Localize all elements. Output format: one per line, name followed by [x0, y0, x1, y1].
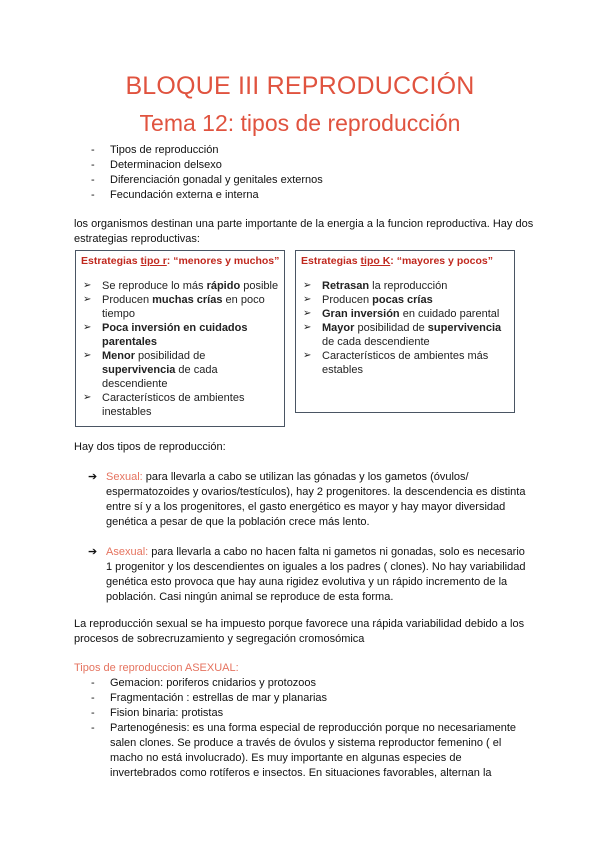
- strategy-item-text: posibilidad de: [135, 350, 206, 362]
- document-subtitle: Tema 12: tipos de reproducción: [139, 110, 461, 136]
- strategy-item-text: la reproducción: [369, 280, 448, 292]
- strategy-item: [322, 279, 510, 293]
- asexual-type-item: - Fision binaria: protistas: [88, 706, 518, 721]
- asexual-type-item: - Gemacion: poriferos cnidarios y protozoos: [88, 676, 518, 691]
- strategy-item-text: supervivencia: [102, 364, 176, 376]
- topic-item: - Fecundación externa e interna: [88, 188, 323, 203]
- strategy-item: [322, 349, 510, 377]
- strategy-item-text: Mayor: [322, 322, 355, 334]
- strategy-item-text: en cuidado parental: [399, 308, 500, 320]
- strategy-item-text: posible: [240, 280, 279, 292]
- intro-paragraph: los organismos destinan una parte importante de la energia a la funcion reproductiva. Hay dos estrategias reproductivas:: [74, 218, 534, 245]
- sexual-description: para llevarla a cabo se utilizan las gónadas y los gametos (óvulos/ espermatozoides y ovarios/testículos), hay 2 progenitores. la descendencia es distinta entre sí y a los progenitores, el gasto energético es mayor y hay mayor diversidad genética a pesar de que la población crece más lento.: [106, 471, 526, 528]
- sexual-item: [88, 470, 528, 530]
- heading-rest: : “mayores y pocos”: [390, 255, 493, 267]
- heading-type: tipo K: [360, 255, 391, 267]
- strategy-item-text: Menor: [102, 350, 135, 362]
- sexual-text: [88, 470, 528, 530]
- strategy-item: [102, 321, 280, 349]
- heading-type: tipo r: [140, 255, 167, 267]
- strategy-item: [322, 293, 510, 307]
- strategy-item-text: de cada descendiente: [322, 336, 430, 348]
- strategy-r-box: [75, 250, 285, 427]
- asexual-description: para llevarla a cabo no hacen falta ni gametos ni gonadas, solo es necesario 1 progenitor y los descendientes on iguales a los padres ( clones). No hay variabilidad genética esto provoca que hay auna rigidez evolutiva y un rápido incremento de la población. Casi ningún animal se reproduce de esta forma.: [106, 546, 526, 603]
- strategy-item-text: Gran inversión: [322, 308, 400, 320]
- strategy-k-list: [296, 279, 514, 377]
- sexual-label: Sexual:: [106, 471, 143, 483]
- asexual-text: [88, 545, 528, 605]
- strategy-k-heading: [301, 255, 514, 267]
- asexual-label: Asexual:: [106, 546, 149, 558]
- types-intro: Hay dos tipos de reproducción:: [74, 441, 226, 453]
- strategy-item: [102, 293, 280, 321]
- strategy-item-text: supervivencia: [427, 322, 502, 334]
- strategy-item-text: pocas crías: [372, 294, 433, 306]
- topic-item: - Diferenciación gonadal y genitales externos: [88, 173, 323, 188]
- strategy-item-text: de cada descendiente: [102, 364, 218, 390]
- strategy-item-text: Retrasan: [322, 280, 370, 292]
- topic-list: [88, 143, 323, 203]
- heading-prefix: Estrategias: [301, 255, 361, 267]
- strategy-item: [322, 321, 510, 349]
- strategy-item-text: Característicos de ambientes inestables: [102, 392, 245, 418]
- document-title: BLOQUE III REPRODUCCIÓN: [125, 72, 475, 100]
- strategy-item-text: rápido: [206, 280, 241, 292]
- strategy-item-text: Se reproduce lo más: [102, 280, 207, 292]
- strategy-item: [102, 391, 280, 419]
- asexual-types-heading: Tipos de reproduccion ASEXUAL:: [74, 662, 239, 674]
- strategy-r-list: [76, 279, 284, 419]
- asexual-types-list: [88, 676, 518, 781]
- strategy-item-text: posibilidad de: [354, 322, 428, 334]
- strategy-k-box: [295, 250, 515, 413]
- strategy-item-text: en poco tiempo: [102, 294, 265, 320]
- topic-item: - Tipos de reproducción: [88, 143, 323, 158]
- strategy-item: [102, 279, 280, 293]
- asexual-item: [88, 545, 528, 605]
- strategy-item: [322, 307, 510, 321]
- strategy-item-text: Producen: [102, 294, 153, 306]
- heading-rest: : “menores y muchos”: [166, 255, 280, 267]
- strategy-item-text: Característicos de ambientes más estables: [322, 350, 489, 376]
- strategy-item-text: muchas crías: [152, 294, 223, 306]
- strategy-item: [102, 349, 280, 391]
- heading-prefix: Estrategias: [81, 255, 141, 267]
- strategy-item-text: Poca inversión en cuidados parentales: [102, 322, 248, 348]
- asexual-type-item: - Fragmentación : estrellas de mar y planarias: [88, 691, 518, 706]
- asexual-type-item: - Partenogénesis: es una forma especial de reproducción porque no necesariamente salen clones. Se produce a través de óvulos y sistema reproductor femenino ( el macho no está involucrado). Es muy importante en algunas especies de invertebrados como rotíferos e insectos. En situaciones favorables, alternan la: [88, 721, 518, 781]
- conclusion-paragraph: La reproducción sexual se ha impuesto porque favorece una rápida variabilidad debido a los procesos de sobrecruzamiento y segregación cromosómica: [74, 618, 525, 645]
- strategy-item-text: Producen: [322, 294, 373, 306]
- strategy-r-heading: [81, 255, 284, 267]
- topic-item: - Determinacion delsexo: [88, 158, 323, 173]
